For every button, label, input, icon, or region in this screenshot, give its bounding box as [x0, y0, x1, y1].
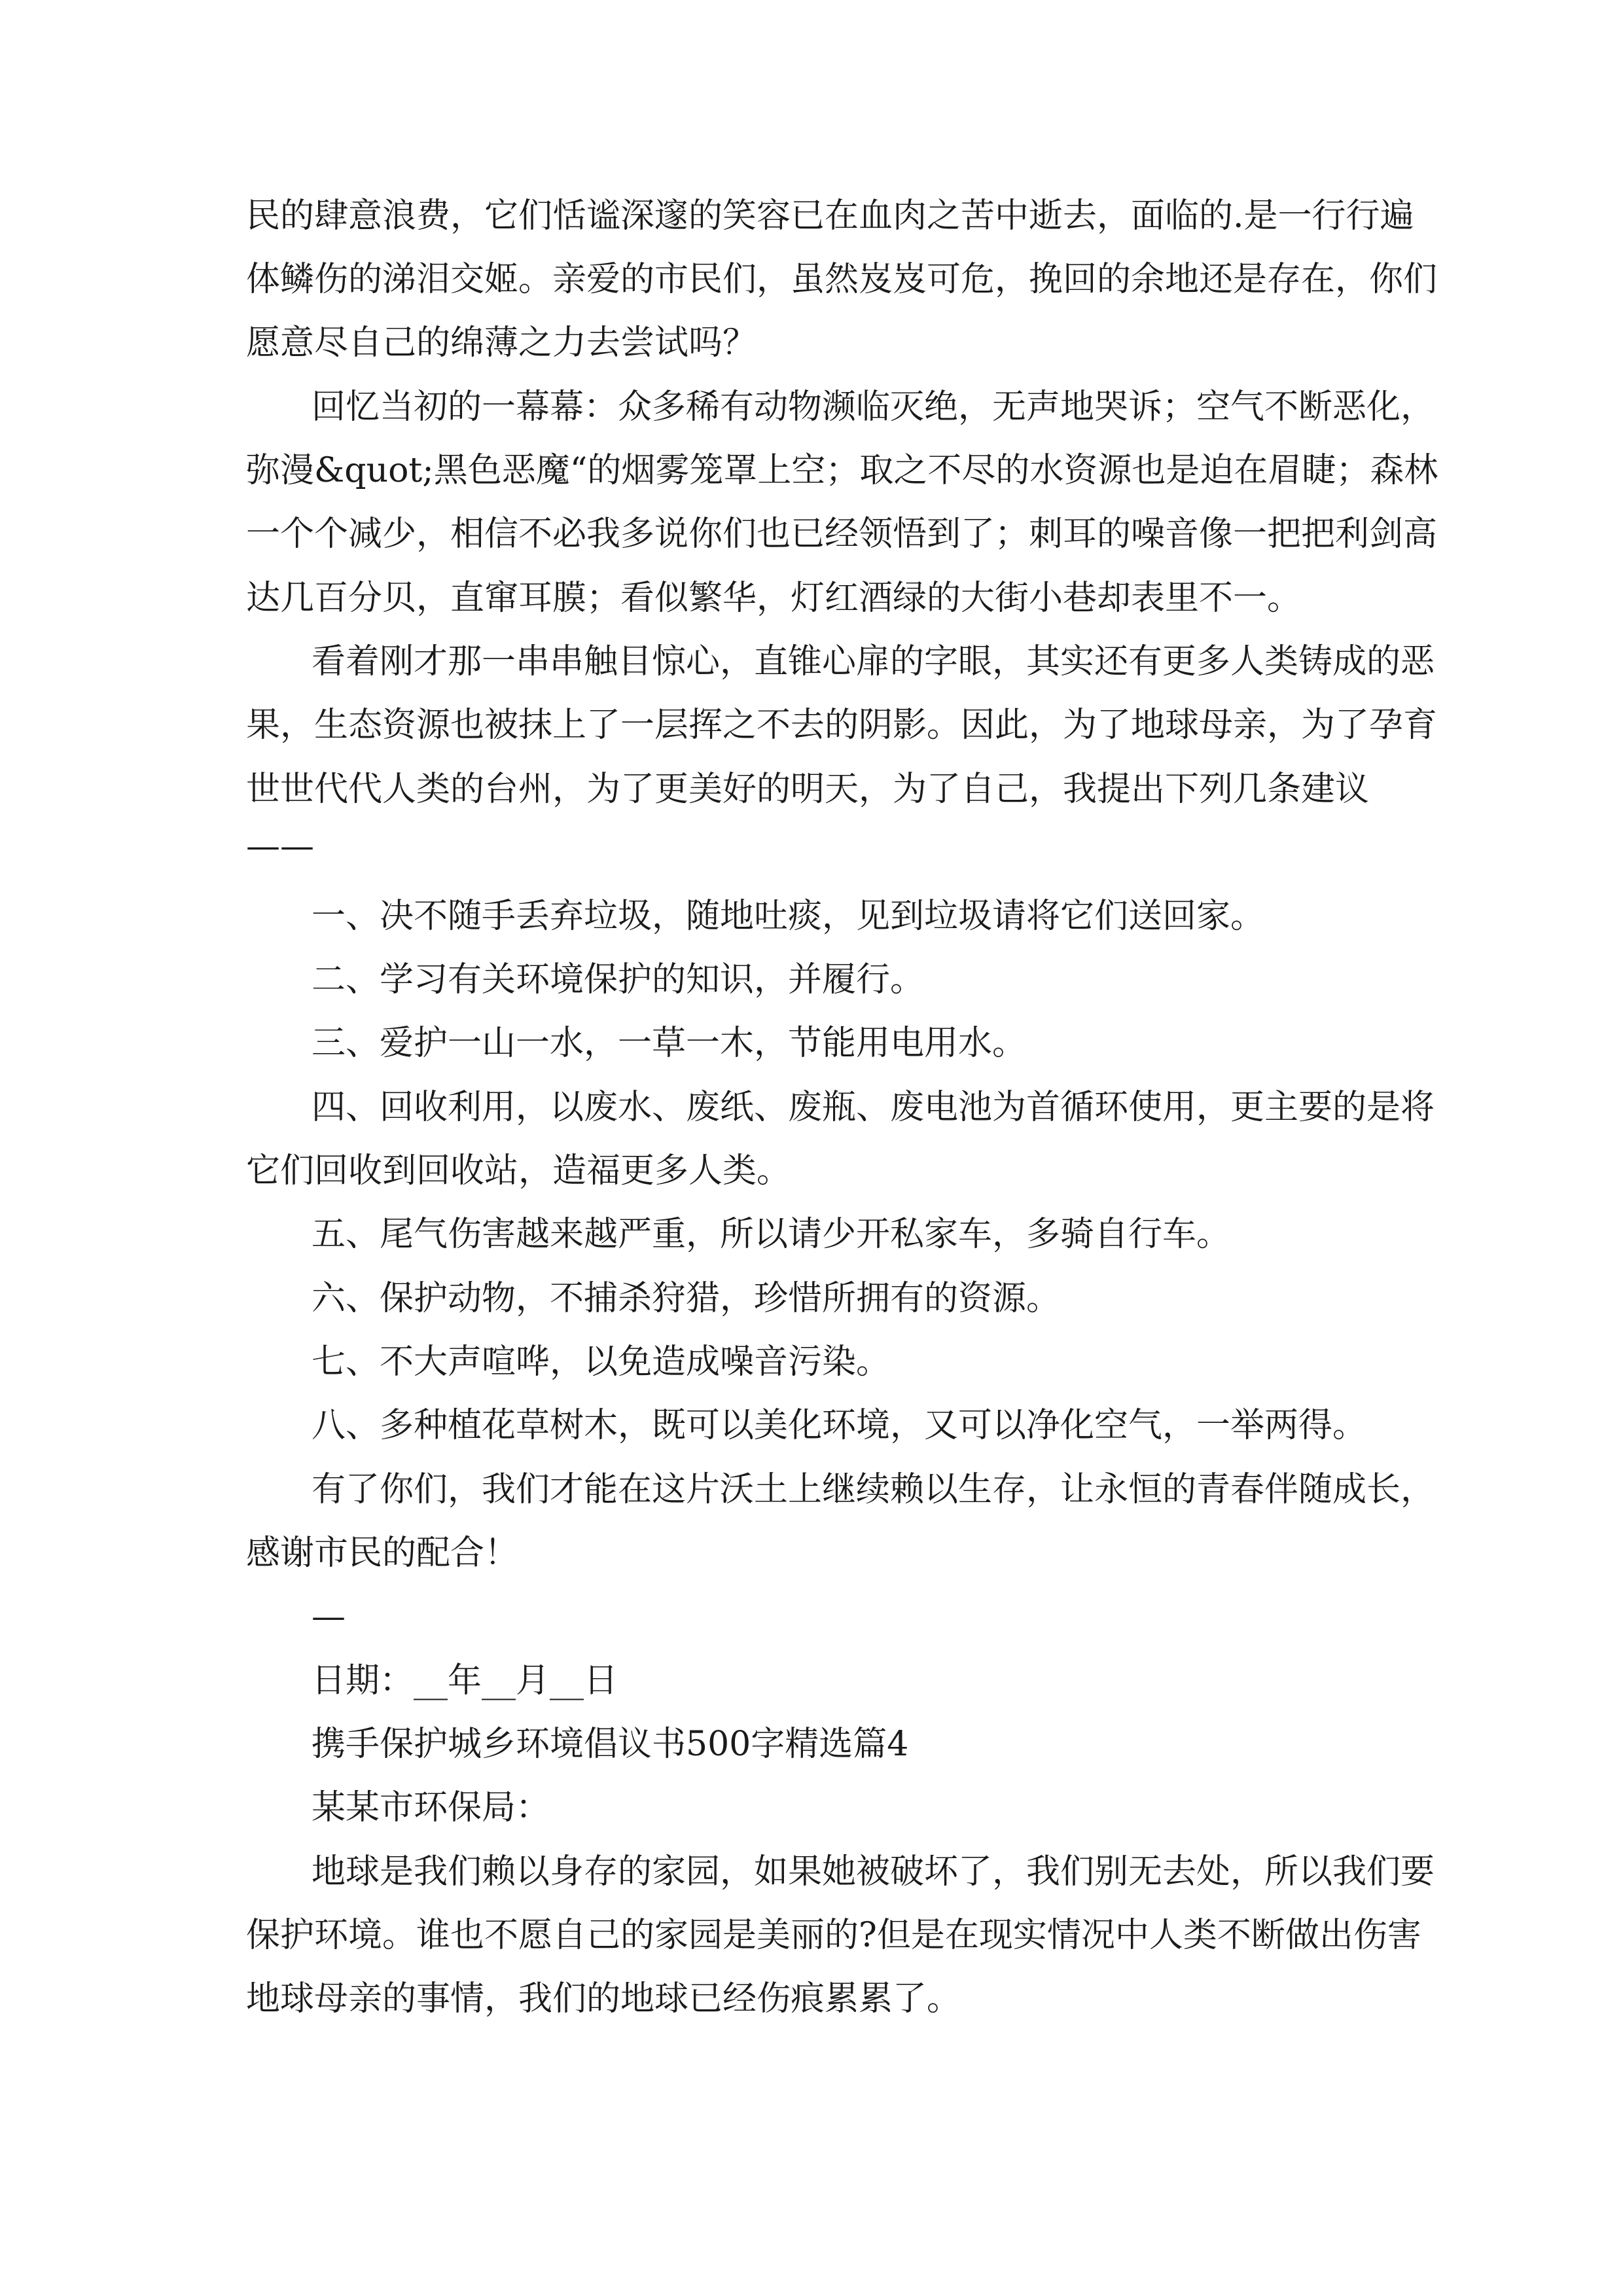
- paragraph-start: 地球是我们赖以身存的家园，如果她被破坏了，我们别无去处，所以我们要: [312, 1852, 1435, 1892]
- list-item: 四、回收利用，以废水、废纸、废瓶、废电池为首循环使用，更主要的是将: [312, 1088, 1435, 1127]
- text-line: 地球母亲的事情，我们的地球已经伤痕累累了。: [246, 1979, 961, 2018]
- text-line: 愿意尽自己的绵薄之力去尝试吗？: [246, 323, 757, 363]
- text-line: 它们回收到回收站，造福更多人类。: [246, 1151, 791, 1191]
- paragraph-start: 回忆当初的一幕幕：众多稀有动物濒临灭绝，无声地哭诉；空气不断恶化，: [312, 387, 1435, 427]
- date-line: 日期：__年__月__日: [312, 1661, 618, 1700]
- text-line: 体鳞伤的涕泪交姬。亲爱的市民们，虽然岌岌可危，挽回的余地还是存在，你们: [246, 260, 1438, 299]
- list-item: 六、保护动物，不捕杀狩猎，珍惜所拥有的资源。: [312, 1279, 1061, 1318]
- list-item: 八、多种植花草树木，既可以美化环境，又可以净化空气，一举两得。: [312, 1406, 1367, 1445]
- text-line: ——: [246, 827, 314, 866]
- paragraph-start: 看着刚才那一串串触目惊心，直锥心扉的字眼，其实还有更多人类铸成的恶: [312, 642, 1435, 681]
- text-line: 一个个减少，相信不必我多说你们也已经领悟到了；刺耳的噪音像一把把利剑高: [246, 514, 1438, 554]
- salutation: 某某市环保局：: [312, 1788, 550, 1827]
- separator-dash: —: [312, 1597, 346, 1636]
- list-item: 五、尾气伤害越来越严重，所以请少开私家车，多骑自行车。: [312, 1215, 1231, 1254]
- text-line: 弥漫&quot;黑色恶魔“的烟雾笼罩上空；取之不尽的水资源也是迫在眉睫；森林: [246, 451, 1438, 490]
- list-item: 七、不大声喧哗，以免造成噪音污染。: [312, 1342, 891, 1382]
- text-line: 民的肆意浪费，它们恬谧深邃的笑容已在血肉之苦中逝去，面临的.是一行行遍: [246, 196, 1414, 236]
- text-line: 保护环境。谁也不愿自己的家园是美丽的?但是在现实情况中人类不断做出伤害: [246, 1916, 1421, 1955]
- list-item: 一、决不随手丢弃垃圾，随地吐痰，见到垃圾请将它们送回家。: [312, 897, 1265, 936]
- list-item: 三、爱护一山一水，一草一木，节能用电用水。: [312, 1024, 1027, 1063]
- text-line: 果，生态资源也被抹上了一层挥之不去的阴影。因此，为了地球母亲，为了孕育: [246, 706, 1438, 745]
- section-title: 携手保护城乡环境倡议书500字精选篇4: [312, 1725, 909, 1764]
- text-line: 感谢市民的配合！: [246, 1534, 519, 1573]
- text-line: 达几百分贝，直窜耳膜；看似繁华，灯红酒绿的大街小巷却表里不一。: [246, 579, 1302, 618]
- list-item: 二、学习有关环境保护的知识，并履行。: [312, 960, 925, 999]
- paragraph-start: 有了你们，我们才能在这片沃土上继续赖以生存，让永恒的青春伴随成长，: [312, 1470, 1435, 1509]
- text-line: 世世代代人类的台州，为了更美好的明天，为了自己，我提出下列几条建议: [246, 770, 1370, 809]
